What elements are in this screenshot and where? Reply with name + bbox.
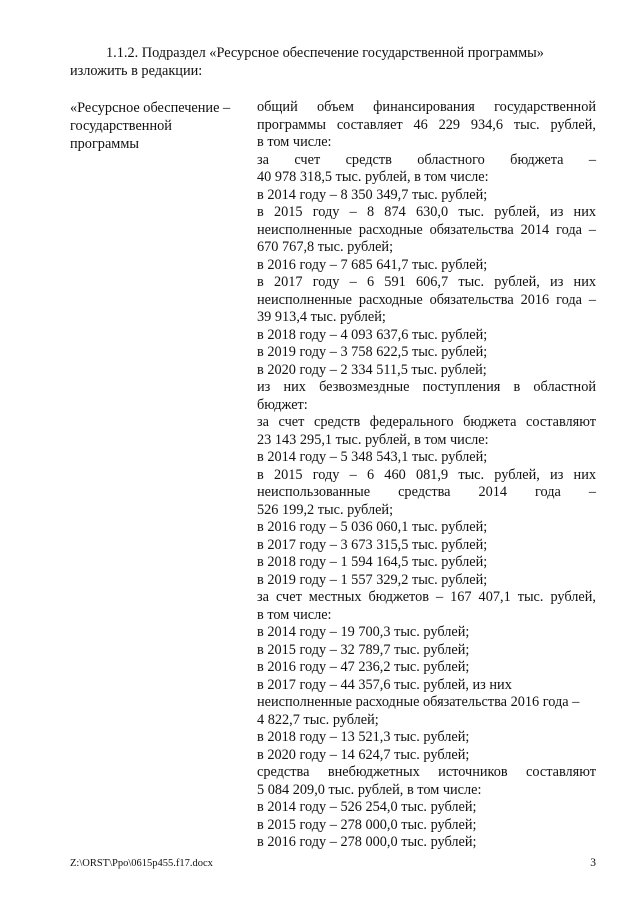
financing-line: в 2018 году – 1 594 164,5 тыс. рублей;	[257, 554, 488, 570]
financing-line: за счет средств областного бюджета –	[257, 151, 596, 168]
intro-line-1: 1.1.2. Подраздел «Ресурсное обеспечение государственной программы»	[106, 45, 544, 61]
financing-line: из них безвозмездные поступления в областной	[257, 379, 596, 395]
financing-line: в 2020 году – 14 624,7 тыс. рублей;	[257, 746, 470, 763]
financing-line: 670 767,8 тыс. рублей;	[257, 239, 394, 255]
financing-line: общий объем финансирования государственной	[257, 99, 596, 115]
financing-line: в 2019 году – 1 557 329,2 тыс. рублей;	[257, 571, 488, 588]
financing-details	[257, 99, 596, 852]
resource-label-line: «Ресурсное обеспечение –	[70, 100, 231, 116]
financing-line: в 2016 году – 47 236,2 тыс. рублей;	[257, 659, 470, 675]
financing-line: в 2020 году – 2 334 511,5 тыс. рублей;	[257, 361, 487, 378]
financing-line: в 2016 году – 5 036 060,1 тыс. рублей;	[257, 519, 488, 535]
financing-line: в 2016 году – 7 685 641,7 тыс. рублей;	[257, 256, 488, 273]
financing-line: в 2015 году – 32 789,7 тыс. рублей;	[257, 641, 470, 658]
resource-label	[70, 99, 245, 153]
financing-line: средства внебюджетных источников составляют	[257, 764, 596, 780]
financing-line: 5 084 209,0 тыс. рублей, в том числе:	[257, 781, 482, 798]
financing-line: в 2014 году – 526 254,0 тыс. рублей;	[257, 799, 477, 815]
financing-line: в 2014 году – 8 350 349,7 тыс. рублей;	[257, 186, 488, 203]
financing-line: неиспользованные средства 2014 года –	[257, 484, 596, 500]
financing-line: бюджет:	[257, 396, 308, 413]
financing-line: в 2018 году – 4 093 637,6 тыс. рублей;	[257, 326, 488, 343]
financing-line: в 2014 году – 19 700,3 тыс. рублей;	[257, 624, 470, 640]
financing-line: в 2016 году – 278 000,0 тыс. рублей;	[257, 834, 477, 850]
resource-label-line: государственной	[70, 118, 172, 134]
financing-line: неисполненные расходные обязательства 2016 года –	[257, 291, 596, 308]
financing-line: неисполненные расходные обязательства 2014 года –	[257, 221, 596, 238]
financing-line: в 2017 году – 44 357,6 тыс. рублей, из них	[257, 676, 512, 693]
financing-line: в 2015 году – 278 000,0 тыс. рублей;	[257, 816, 477, 833]
intro-line-2: изложить в редакции:	[70, 63, 203, 79]
financing-line: в том числе:	[257, 134, 332, 150]
financing-line: программы составляет 46 229 934,6 тыс. рублей,	[257, 116, 596, 133]
financing-line: в 2015 году – 8 874 630,0 тыс. рублей, из них	[257, 204, 596, 220]
financing-line: в 2015 году – 6 460 081,9 тыс. рублей, из них	[257, 466, 596, 483]
financing-line: 526 199,2 тыс. рублей;	[257, 501, 394, 518]
financing-line: в 2014 году – 5 348 543,1 тыс. рублей;	[257, 449, 488, 465]
financing-line: 39 913,4 тыс. рублей;	[257, 309, 386, 325]
intro-paragraph	[70, 44, 596, 80]
financing-line: в том числе:	[257, 606, 332, 623]
resource-label-line: программы	[70, 136, 140, 152]
financing-line: за счет средств федерального бюджета составляют	[257, 414, 596, 430]
financing-line: неисполненные расходные обязательства 2016 года –	[257, 694, 580, 710]
financing-line: в 2018 году – 13 521,3 тыс. рублей;	[257, 729, 470, 745]
financing-line: 4 822,7 тыс. рублей;	[257, 711, 379, 728]
financing-line: 23 143 295,1 тыс. рублей, в том числе:	[257, 431, 489, 448]
financing-line: в 2017 году – 3 673 315,5 тыс. рублей;	[257, 536, 488, 553]
financing-line: за счет местных бюджетов – 167 407,1 тыс. рублей,	[257, 589, 596, 605]
financing-line: в 2017 году – 6 591 606,7 тыс. рублей, из них	[257, 274, 596, 290]
financing-line: 40 978 318,5 тыс. рублей, в том числе:	[257, 169, 489, 185]
footer-file-path: Z:\ORST\Ppo\0615p455.f17.docx	[70, 858, 213, 869]
page-number: 3	[590, 857, 596, 869]
financing-line: в 2019 году – 3 758 622,5 тыс. рублей;	[257, 344, 488, 360]
